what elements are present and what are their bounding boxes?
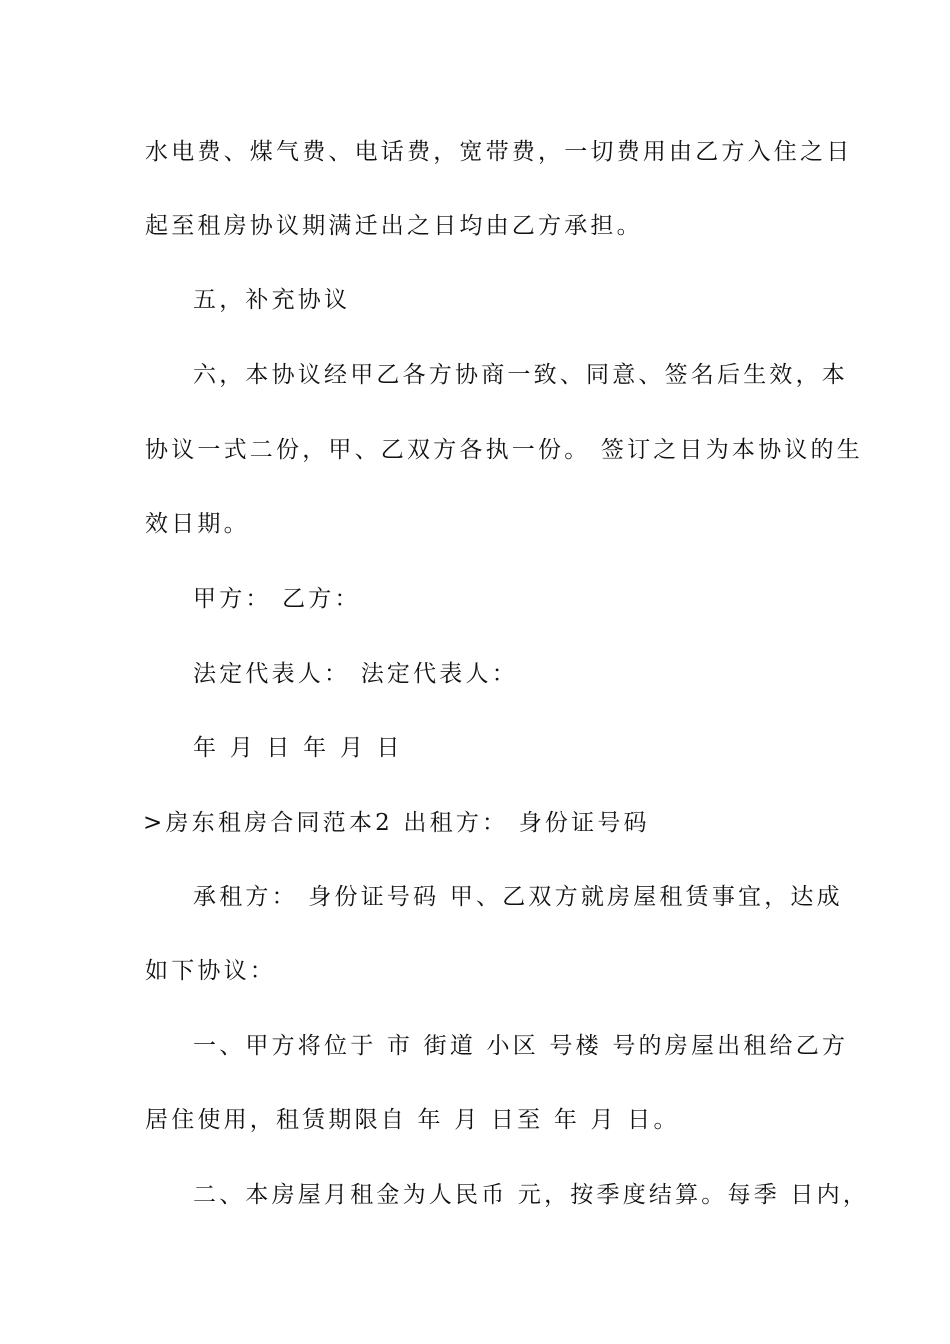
paragraph-line: 六，本协议经甲乙各方协商一致、同意、签名后生效，本 (193, 362, 848, 388)
contract-title-line: >房东租房合同范本2 出租方： 身份证号码 (143, 810, 650, 836)
paragraph-line: 起至租房协议期满迁出之日均由乙方承担。 (145, 213, 643, 239)
signature-parties: 甲方： 乙方： (193, 586, 361, 612)
paragraph-line: 协议一式二份，甲、乙双方各执一份。 签订之日为本协议的生 (145, 437, 863, 463)
paragraph-line: 二、本房屋月租金为人民币 元，按季度结算。每季 日内， (193, 1182, 870, 1208)
paragraph-line: 效日期。 (145, 511, 250, 537)
paragraph-line: 一、甲方将位于 市 街道 小区 号楼 号的房屋出租给乙方 (193, 1033, 849, 1059)
section-heading: 五，补充协议 (193, 287, 351, 313)
paragraph-line: 居住使用，租赁期限自 年 月 日至 年 月 日。 (145, 1107, 680, 1133)
paragraph-line: 如下协议： (145, 958, 276, 984)
legal-representatives: 法定代表人： 法定代表人： (193, 661, 518, 687)
paragraph-line: 水电费、煤气费、电话费，宽带费，一切费用由乙方入住之日 (145, 139, 853, 165)
signature-dates: 年 月 日 年 月 日 (193, 735, 403, 761)
paragraph-line: 承租方： 身份证号码 甲、乙双方就房屋租赁事宜，达成 (193, 884, 843, 910)
